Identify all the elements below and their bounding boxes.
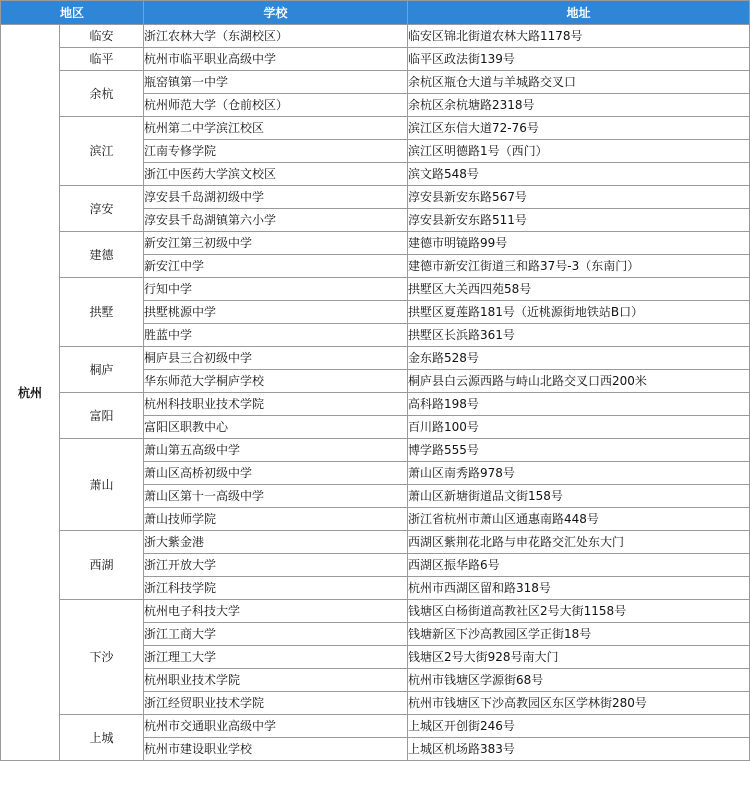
address-cell: 西湖区紫荆花北路与申花路交汇处东大门 [408,531,750,554]
address-cell: 钱塘区2号大街928号南大门 [408,646,750,669]
header-school: 学校 [144,1,408,25]
address-cell: 滨江区明德路1号（西门） [408,140,750,163]
district-cell: 萧山 [60,439,144,531]
address-cell: 高科路198号 [408,393,750,416]
table-row [1,715,750,738]
district-cell: 建德 [60,232,144,278]
district-cell: 西湖 [60,531,144,600]
address-cell: 临安区锦北街道农林大路1178号 [408,25,750,48]
table-row [1,117,750,140]
school-cell: 行知中学 [144,278,408,301]
school-cell: 浙江开放大学 [144,554,408,577]
school-cell: 萧山区高桥初级中学 [144,462,408,485]
school-cell: 杭州市交通职业高级中学 [144,715,408,738]
address-cell: 浙江省杭州市萧山区通惠南路448号 [408,508,750,531]
school-cell: 萧山区第十一高级中学 [144,485,408,508]
school-cell: 杭州职业技术学院 [144,669,408,692]
school-cell: 浙江科技学院 [144,577,408,600]
school-cell: 浙江农林大学（东湖校区） [144,25,408,48]
address-cell: 百川路100号 [408,416,750,439]
address-cell: 建德市新安江街道三和路37号-3（东南门） [408,255,750,278]
school-cell: 瓶窑镇第一中学 [144,71,408,94]
school-cell: 杭州电子科技大学 [144,600,408,623]
address-cell: 上城区机场路383号 [408,738,750,761]
address-cell: 滨文路548号 [408,163,750,186]
address-cell: 滨江区东信大道72-76号 [408,117,750,140]
school-cell: 富阳区职教中心 [144,416,408,439]
table-row [1,600,750,623]
address-cell: 博学路555号 [408,439,750,462]
school-cell: 桐庐县三合初级中学 [144,347,408,370]
district-cell: 富阳 [60,393,144,439]
table-row [1,278,750,301]
district-cell: 上城 [60,715,144,761]
school-cell: 新安江第三初级中学 [144,232,408,255]
district-cell: 拱墅 [60,278,144,347]
address-cell: 杭州市西湖区留和路318号 [408,577,750,600]
header-region: 地区 [1,1,144,25]
district-cell: 临安 [60,25,144,48]
district-cell: 临平 [60,48,144,71]
address-cell: 金东路528号 [408,347,750,370]
address-cell: 拱墅区夏莲路181号（近桃源街地铁站B口） [408,301,750,324]
address-cell: 桐庐县白云源西路与峙山北路交叉口西200米 [408,370,750,393]
school-cell: 拱墅桃源中学 [144,301,408,324]
district-cell: 淳安 [60,186,144,232]
address-cell: 余杭区瓶仓大道与羊城路交叉口 [408,71,750,94]
school-cell: 胜蓝中学 [144,324,408,347]
address-cell: 拱墅区长浜路361号 [408,324,750,347]
table-row [1,186,750,209]
school-cell: 江南专修学院 [144,140,408,163]
city-cell: 杭州 [1,25,60,761]
school-cell: 浙大紫金港 [144,531,408,554]
table-row [1,48,750,71]
table-row [1,232,750,255]
header-row [1,1,750,25]
school-cell: 华东师范大学桐庐学校 [144,370,408,393]
address-cell: 拱墅区大关西四苑58号 [408,278,750,301]
school-cell: 杭州科技职业技术学院 [144,393,408,416]
address-cell: 杭州市钱塘区学源街68号 [408,669,750,692]
school-cell: 浙江中医药大学滨文校区 [144,163,408,186]
district-cell: 滨江 [60,117,144,186]
address-cell: 余杭区余杭塘路2318号 [408,94,750,117]
address-cell: 钱塘新区下沙高教园区学正街18号 [408,623,750,646]
address-cell: 杭州市钱塘区下沙高教园区东区学林街280号 [408,692,750,715]
school-cell: 浙江经贸职业技术学院 [144,692,408,715]
table-row [1,531,750,554]
district-cell: 桐庐 [60,347,144,393]
address-cell: 临平区政法街139号 [408,48,750,71]
address-cell: 萧山区南秀路978号 [408,462,750,485]
address-cell: 钱塘区白杨街道高教社区2号大街1158号 [408,600,750,623]
school-cell: 浙江工商大学 [144,623,408,646]
address-cell: 西湖区振华路6号 [408,554,750,577]
address-cell: 淳安县新安东路511号 [408,209,750,232]
table-row [1,393,750,416]
header-address: 地址 [408,1,750,25]
address-cell: 上城区开创街246号 [408,715,750,738]
school-cell: 淳安县千岛湖初级中学 [144,186,408,209]
school-cell: 杭州师范大学（仓前校区） [144,94,408,117]
address-cell: 建德市明镜路99号 [408,232,750,255]
table-body [1,25,750,761]
school-cell: 萧山技师学院 [144,508,408,531]
school-cell: 淳安县千岛湖镇第六小学 [144,209,408,232]
table-row [1,25,750,48]
table-row [1,439,750,462]
school-cell: 萧山第五高级中学 [144,439,408,462]
table-row [1,71,750,94]
district-cell: 余杭 [60,71,144,117]
table-row [1,347,750,370]
address-cell: 淳安县新安东路567号 [408,186,750,209]
school-cell: 新安江中学 [144,255,408,278]
school-cell: 杭州第二中学滨江校区 [144,117,408,140]
district-cell: 下沙 [60,600,144,715]
school-cell: 浙江理工大学 [144,646,408,669]
address-cell: 萧山区新塘街道品文街158号 [408,485,750,508]
school-cell: 杭州市临平职业高级中学 [144,48,408,71]
school-cell: 杭州市建设职业学校 [144,738,408,761]
